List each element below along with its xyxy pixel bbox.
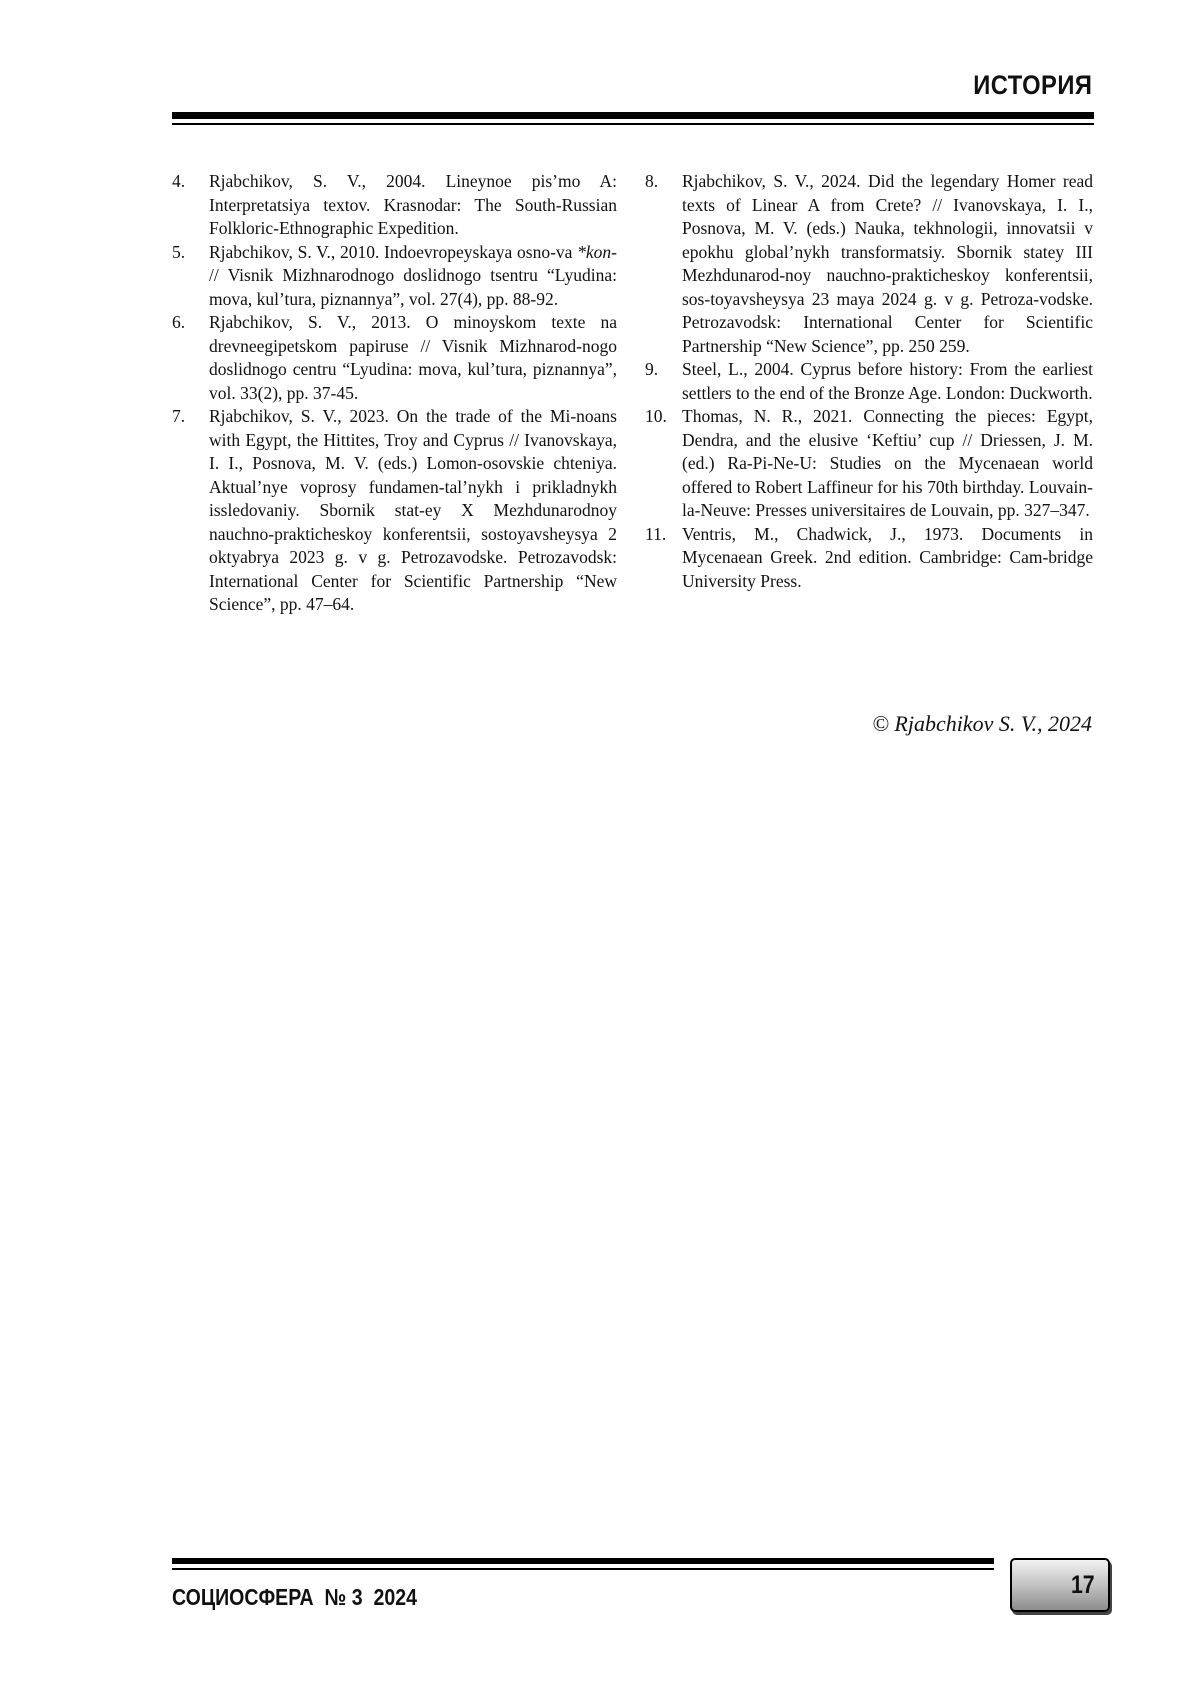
reference-number: 8. [645, 171, 659, 191]
reference-item [645, 170, 1093, 358]
page-number-box [1010, 1558, 1110, 1612]
reference-item [645, 358, 1093, 405]
reference-number: 6. [172, 312, 186, 332]
reference-item [645, 523, 1093, 594]
reference-item [172, 170, 617, 241]
copyright-notice: © Rjabchikov S. V., 2024 [872, 711, 1092, 736]
footer-rule-thin [172, 1568, 994, 1570]
reference-number: 4. [172, 171, 186, 191]
reference-item [172, 405, 617, 617]
header-rule-thick [172, 112, 1094, 119]
section-title: ИСТОРИЯ [972, 70, 1092, 100]
reference-text: Steel, L., 2004. Cyprus before history: From the earliest settlers to the end of the Bronze Age. London: Duckworth. [682, 359, 1093, 403]
references-left-column [172, 170, 617, 617]
journal-issue-label: СОЦИОСФЕРА № 3 2024 [172, 1584, 417, 1610]
reference-text: Thomas, N. R., 2021. Connecting the pieces: Egypt, Dendra, and the elusive ‘Keftiu’ cup // Driessen, J. M. (ed.) Ra-Pi-Ne-U: Studies on the Mycenaean world offered to Robert Laffineur for his 70th birthday. Louvain-la-Neuve: Presses universitaires de Louvain, pp. 327–347. [682, 406, 1093, 520]
reference-item [645, 405, 1093, 523]
reference-number: 9. [645, 359, 659, 379]
reference-italic-term: *kon- [577, 241, 617, 262]
header-rule-thin [172, 123, 1094, 125]
reference-number: 11. [645, 523, 667, 544]
reference-number: 10. [645, 406, 667, 426]
reference-text: Ventris, M., Chadwick, J., 1973. Documents in Mycenaean Greek. 2nd edition. Cambridge: Cam-bridge University Press. [682, 523, 1093, 591]
reference-text-part: Rjabchikov, S. V., 2010. Indoevropeyskaya osno-va [209, 241, 578, 262]
reference-text: Rjabchikov, S. V., 2004. Lineynoe pis’mo A: Interpretatsiya textov. Krasnodar: The South-Russian Folkloric-Ethnographic Expedition. [209, 171, 617, 238]
reference-number: 7. [172, 406, 186, 426]
reference-text [209, 241, 617, 312]
reference-text-part: // Visnik Mizhnarodnogo doslidnogo tsentru “Lyudina: mova, kul’tura, piznannya”, vol. 27(4), pp. 88-92. [209, 265, 617, 309]
reference-text: Rjabchikov, S. V., 2023. On the trade of the Mi-noans with Egypt, the Hittites, Troy and Cyprus // Ivanovskaya, I. I., Posnova, M. V. (eds.) Lomon-osovskie chteniya. Aktual’nye voprosy fundamen-tal’nykh i prikladnykh issledovaniy. Sbornik stat-ey X Mezhdunarodnoy nauchno-prakticheskoy konferentsii, sostoyavsheysya 2 oktyabrya 2023 g. v g. Petrozavodske. Petrozavodsk: International Center for Scientific Partnership “New Science”, pp. 47–64. [209, 406, 617, 614]
reference-number: 5. [172, 241, 186, 262]
references-right-column [645, 170, 1093, 593]
page-number: 17 [1071, 1570, 1095, 1599]
reference-text: Rjabchikov, S. V., 2024. Did the legendary Homer read texts of Linear A from Crete? // Ivanovskaya, I. I., Posnova, M. V. (eds.) Nauka, tekhnologii, innovatsii v epokhu global’nykh transformatsiy. Sbornik statey III Mezhdunarod-noy nauchno-prakticheskoy konferentsii, sos-toyavsheysya 23 maya 2024 g. v g. Petroza-vodske. Petrozavodsk: International Center for Scientific Partnership “New Science”, pp. 250 259. [682, 171, 1093, 356]
footer-rule-thick [172, 1558, 994, 1564]
reference-item [172, 311, 617, 405]
reference-text: Rjabchikov, S. V., 2013. O minoyskom texte na drevneegipetskom papiruse // Visnik Mizhnarod-nogo doslidnogo centru “Lyudina: mova, kul’tura, piznannya”, vol. 33(2), pp. 37-45. [209, 312, 617, 403]
reference-item [172, 241, 617, 312]
